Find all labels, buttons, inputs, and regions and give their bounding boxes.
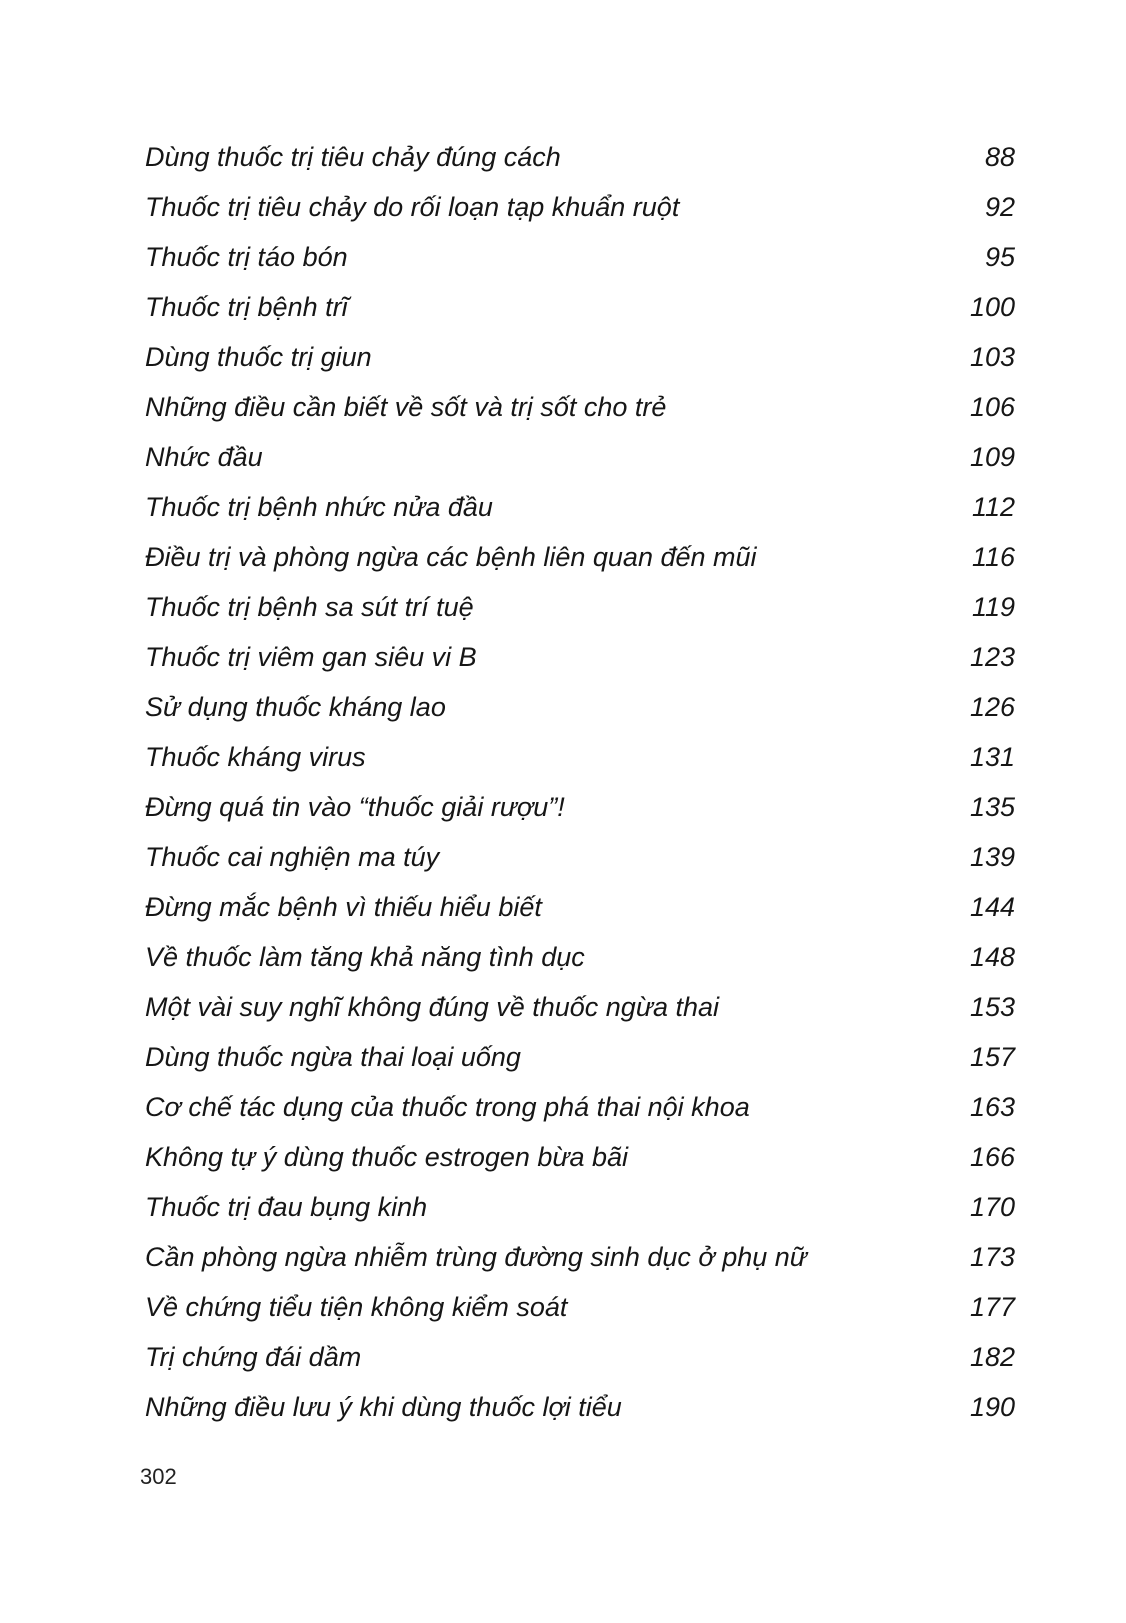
toc-entry-title: Trị chứng đái dầm	[145, 1342, 362, 1372]
toc-entry-title: Không tự ý dùng thuốc estrogen bừa bãi	[145, 1142, 629, 1172]
toc-entry-page: 109	[969, 442, 1015, 472]
toc-entry	[145, 332, 1015, 382]
toc-entry-title: Những điều lưu ý khi dùng thuốc lợi tiểu	[145, 1392, 622, 1422]
toc-entry-page: 153	[969, 992, 1015, 1022]
toc-entry-title: Thuốc cai nghiện ma túy	[145, 842, 440, 872]
toc-entry	[145, 1082, 1015, 1132]
toc-entry-title: Những điều cần biết về sốt và trị sốt cho trẻ	[145, 392, 667, 422]
toc-entry	[145, 632, 1015, 682]
toc-entry	[145, 432, 1015, 482]
toc-entry-page: 144	[969, 892, 1015, 922]
toc-entry-page: 190	[969, 1392, 1015, 1422]
toc-entry-title: Về thuốc làm tăng khả năng tình dục	[145, 942, 585, 972]
toc-entry-page: 92	[984, 192, 1015, 222]
toc-entry-title: Thuốc trị bệnh trĩ	[145, 292, 348, 322]
toc-entry-title: Điều trị và phòng ngừa các bệnh liên quan đến mũi	[145, 542, 757, 572]
toc-entry-page: 131	[969, 742, 1015, 772]
toc-entry-page: 103	[969, 342, 1015, 372]
toc-entry-page: 166	[969, 1142, 1015, 1172]
toc-entry-title: Thuốc kháng virus	[145, 742, 366, 772]
toc-entry-page: 119	[971, 592, 1015, 622]
toc-entry	[145, 1032, 1015, 1082]
toc-entry	[145, 1132, 1015, 1182]
toc-entry	[145, 1232, 1015, 1282]
toc-entry-page: 173	[969, 1242, 1015, 1272]
toc-entry-page: 157	[969, 1042, 1015, 1072]
toc-entry-page: 100	[969, 292, 1015, 322]
toc-entry-page: 170	[969, 1192, 1015, 1222]
toc-entry	[145, 482, 1015, 532]
toc-entry-page: 148	[969, 942, 1015, 972]
toc-entry	[145, 132, 1015, 182]
toc-entry-page: 139	[969, 842, 1015, 872]
toc-entry-title: Cơ chế tác dụng của thuốc trong phá thai nội khoa	[145, 1092, 750, 1122]
toc-entry	[145, 382, 1015, 432]
table-of-contents	[145, 132, 1015, 1432]
toc-entry	[145, 682, 1015, 732]
toc-entry	[145, 1282, 1015, 1332]
toc-entry-title: Dùng thuốc ngừa thai loại uống	[145, 1042, 521, 1072]
toc-entry-title: Thuốc trị viêm gan siêu vi B	[145, 642, 477, 672]
toc-entry-page: 182	[969, 1342, 1015, 1372]
toc-entry-title: Về chứng tiểu tiện không kiểm soát	[145, 1292, 568, 1322]
toc-entry-title: Cần phòng ngừa nhiễm trùng đường sinh dục ở phụ nữ	[145, 1242, 807, 1272]
toc-entry	[145, 582, 1015, 632]
toc-entry-page: 177	[969, 1292, 1015, 1322]
toc-entry-title: Thuốc trị bệnh nhức nửa đầu	[145, 492, 493, 522]
toc-entry-title: Một vài suy nghĩ không đúng về thuốc ngừa thai	[145, 992, 719, 1022]
toc-entry-page: 88	[984, 142, 1015, 172]
toc-entry	[145, 1382, 1015, 1432]
toc-entry	[145, 932, 1015, 982]
toc-entry-title: Đừng quá tin vào “thuốc giải rượu”!	[145, 792, 565, 822]
toc-entry	[145, 232, 1015, 282]
toc-entry-page: 123	[969, 642, 1015, 672]
toc-entry-title: Dùng thuốc trị giun	[145, 342, 372, 372]
toc-entry	[145, 782, 1015, 832]
toc-entry	[145, 282, 1015, 332]
toc-entry-title: Đừng mắc bệnh vì thiếu hiểu biết	[145, 892, 542, 922]
toc-entry	[145, 1332, 1015, 1382]
toc-entry	[145, 732, 1015, 782]
toc-entry-page: 95	[984, 242, 1015, 272]
toc-entry-page: 116	[971, 542, 1015, 572]
toc-entry-page: 163	[969, 1092, 1015, 1122]
toc-entry-page: 126	[969, 692, 1015, 722]
toc-entry-page: 106	[969, 392, 1015, 422]
toc-entry	[145, 882, 1015, 932]
toc-entry-title: Nhức đầu	[145, 442, 263, 472]
toc-entry-page: 112	[971, 492, 1015, 522]
toc-entry	[145, 1182, 1015, 1232]
toc-entry-title: Thuốc trị tiêu chảy do rối loạn tạp khuẩn ruột	[145, 192, 680, 222]
toc-entry	[145, 182, 1015, 232]
toc-entry-title: Dùng thuốc trị tiêu chảy đúng cách	[145, 142, 561, 172]
toc-entry	[145, 832, 1015, 882]
toc-entry-title: Thuốc trị bệnh sa sút trí tuệ	[145, 592, 474, 622]
toc-entry-title: Thuốc trị táo bón	[145, 242, 348, 272]
toc-entry-title: Sử dụng thuốc kháng lao	[145, 692, 446, 722]
page-number: 302	[140, 1464, 177, 1489]
toc-entry	[145, 982, 1015, 1032]
toc-entry-page: 135	[969, 792, 1015, 822]
toc-entry	[145, 532, 1015, 582]
toc-entry-title: Thuốc trị đau bụng kinh	[145, 1192, 428, 1222]
